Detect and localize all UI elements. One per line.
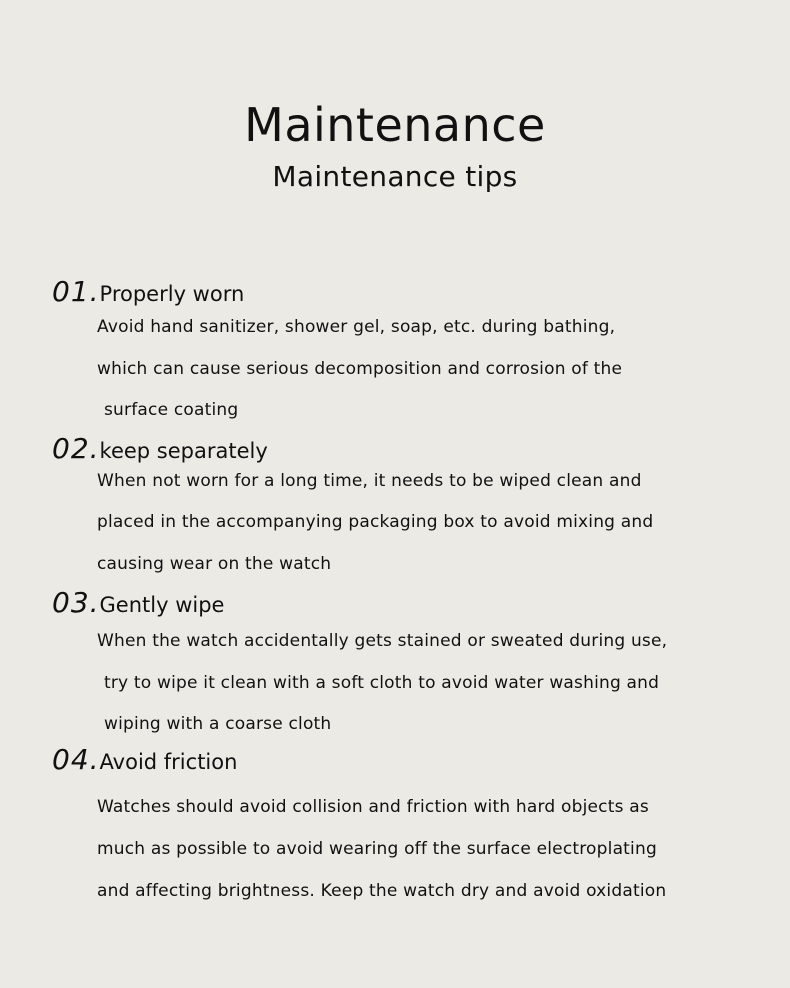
tip-title: Properly worn: [99, 282, 245, 306]
tip-number: 03.: [52, 586, 100, 619]
tip-heading-1: [52, 274, 244, 314]
tip-heading-4: [52, 742, 237, 782]
tip-line: When the watch accidentally gets stained or sweated during use,: [97, 631, 668, 651]
tip-line: causing wear on the watch: [97, 554, 332, 574]
tip-number: 04.: [52, 743, 100, 776]
tip-title: Avoid friction: [99, 750, 238, 774]
tip-title: Gently wipe: [99, 593, 225, 617]
tip-line: try to wipe it clean with a soft cloth to avoid water washing and: [104, 673, 660, 693]
tip-heading-3: [52, 585, 224, 625]
tip-number: 01.: [52, 275, 100, 308]
tip-line: When not worn for a long time, it needs to be wiped clean and: [97, 471, 642, 491]
tip-line: which can cause serious decomposition and corrosion of the: [97, 359, 623, 379]
page-subtitle: Maintenance tips: [272, 160, 518, 193]
tip-number: 02.: [52, 432, 100, 465]
page-title: Maintenance: [244, 98, 546, 152]
tip-line: placed in the accompanying packaging box to avoid mixing and: [97, 512, 654, 532]
tip-heading-2: [52, 431, 268, 471]
tip-title: keep separately: [99, 439, 268, 463]
tip-line: surface coating: [104, 400, 239, 420]
tip-line: wiping with a coarse cloth: [104, 714, 332, 734]
tip-line: much as possible to avoid wearing off the surface electroplating: [97, 839, 657, 859]
tip-line: Watches should avoid collision and friction with hard objects as: [97, 797, 649, 817]
tip-line: and affecting brightness. Keep the watch dry and avoid oxidation: [97, 881, 667, 901]
tip-line: Avoid hand sanitizer, shower gel, soap, etc. during bathing,: [97, 317, 616, 337]
